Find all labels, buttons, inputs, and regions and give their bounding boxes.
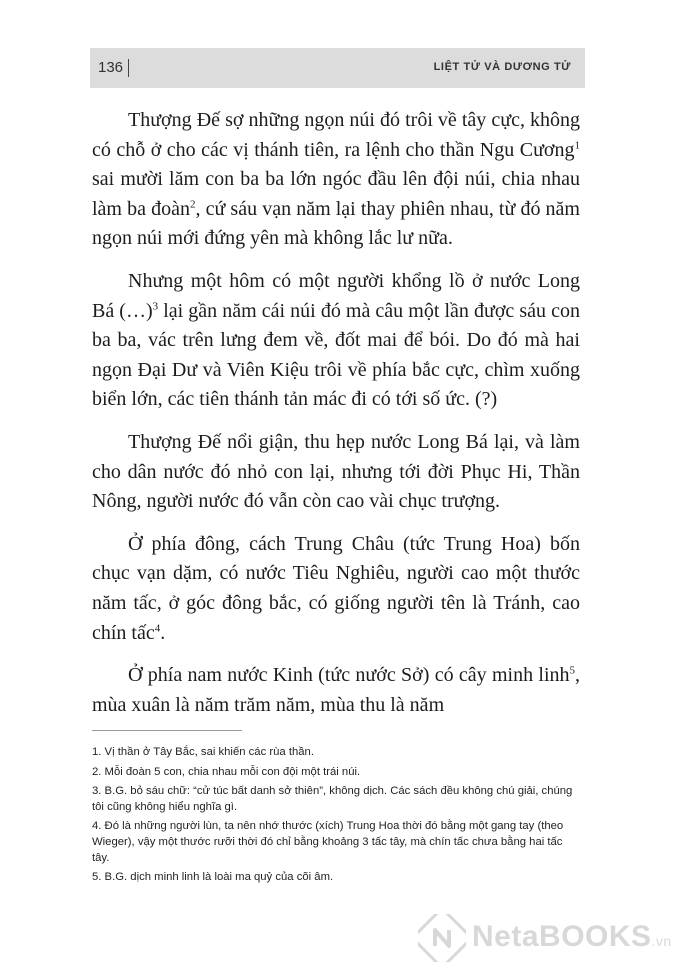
paragraph-text: .	[160, 621, 166, 644]
footnote-rule	[92, 730, 242, 731]
page-number: 136	[98, 59, 124, 76]
footnote: 4. Đó là những người lùn, ta nên nhớ thước (xích) Trung Hoa thời đó bằng một gang tay (theo Wieger), vậy một thước rưỡi thời đó chỉ bằng khoảng 3 tấc tây, mà chín tấc chưa bằng hai tấc tây.	[92, 820, 564, 864]
footnote: 2. Mỗi đoàn 5 con, chia nhau mỗi con đội một trái núi.	[92, 765, 361, 778]
paragraph-text: sai mười lăm con ba ba lớn ngóc đầu lên đội núi, chia nhau làm ba đoàn	[92, 168, 580, 220]
paragraph-text: Ở phía đông, cách Trung Châu (tức Trung Hoa) bốn chục vạn dặm, có nước Tiêu Nghiêu, người cao một thước năm tấc, ở góc đông bắc, có giống người tên là Tránh, cao chín tấc	[92, 532, 580, 644]
paragraph-text: Thượng Đế sợ những ngọn núi đó trôi về tây cực, không có chỗ ở cho các vị thánh tiên, ra lệnh cho thần Ngu Cương	[92, 109, 580, 161]
paragraph-text: Thượng Đế nổi giận, thu hẹp nước Long Bá lại, và làm cho dân nước đó nhỏ con lại, nhưng tới đời Phục Hi, Thần Nông, người nước đó vẫn còn cao vài chục trượng.	[92, 430, 580, 513]
body-text	[92, 106, 580, 733]
footnote-ref: 5	[569, 664, 575, 677]
paragraph	[92, 106, 580, 254]
paragraph	[92, 530, 580, 648]
footnote-ref: 3	[152, 299, 159, 312]
paragraph-text: , cứ sáu vạn năm lại thay phiên nhau, từ đó năm ngọn núi mới đứng yên mà không lắc lư nữa.	[92, 197, 580, 250]
footnote-ref: 2	[189, 198, 196, 211]
watermark	[418, 910, 688, 970]
footnote: 5. B.G. dịch minh linh là loài ma quỷ của cõi âm.	[92, 871, 334, 884]
paragraph	[92, 661, 580, 720]
paragraph-text: Nhưng một hôm có một người khổng lồ ở nước Long Bá (…)	[92, 269, 580, 322]
netabooks-logo-icon	[418, 914, 466, 962]
running-title: LIỆT TỬ VÀ DƯƠNG TỬ	[433, 61, 571, 73]
footnote-ref: 1	[574, 138, 580, 151]
header-divider	[128, 59, 129, 77]
watermark-text: NetaBOOKS.vn	[472, 920, 672, 953]
running-header	[90, 48, 585, 88]
footnote-ref: 4	[154, 621, 161, 634]
paragraph	[92, 267, 580, 415]
paragraph-text: lại gần năm cái núi đó mà câu một lần được sáu con ba ba, vác trên lưng đem về, đốt mai để bói. Do đó mà hai ngọn Đại Dư và Viên Kiệu trôi về phía bắc cực, chìm xuống biển lớn, các tiên thánh tản mác đi có tới số ức. (?)	[92, 299, 580, 411]
footnotes	[92, 745, 582, 890]
paragraph-text: Ở phía nam nước Kinh (tức nước Sở) có cây minh linh	[128, 664, 570, 687]
footnote: 3. B.G. bỏ sáu chữ: “cử túc bất danh sở thiên”, không dịch. Các sách đều không chú giải, chúng tôi cũng không hiểu nghĩa gì.	[92, 785, 573, 813]
paragraph-text: , mùa xuân là năm trăm năm, mùa thu là năm	[92, 664, 580, 716]
footnote: 1. Vị thần ở Tây Bắc, sai khiến các rùa thần.	[92, 746, 314, 758]
paragraph	[92, 428, 580, 517]
